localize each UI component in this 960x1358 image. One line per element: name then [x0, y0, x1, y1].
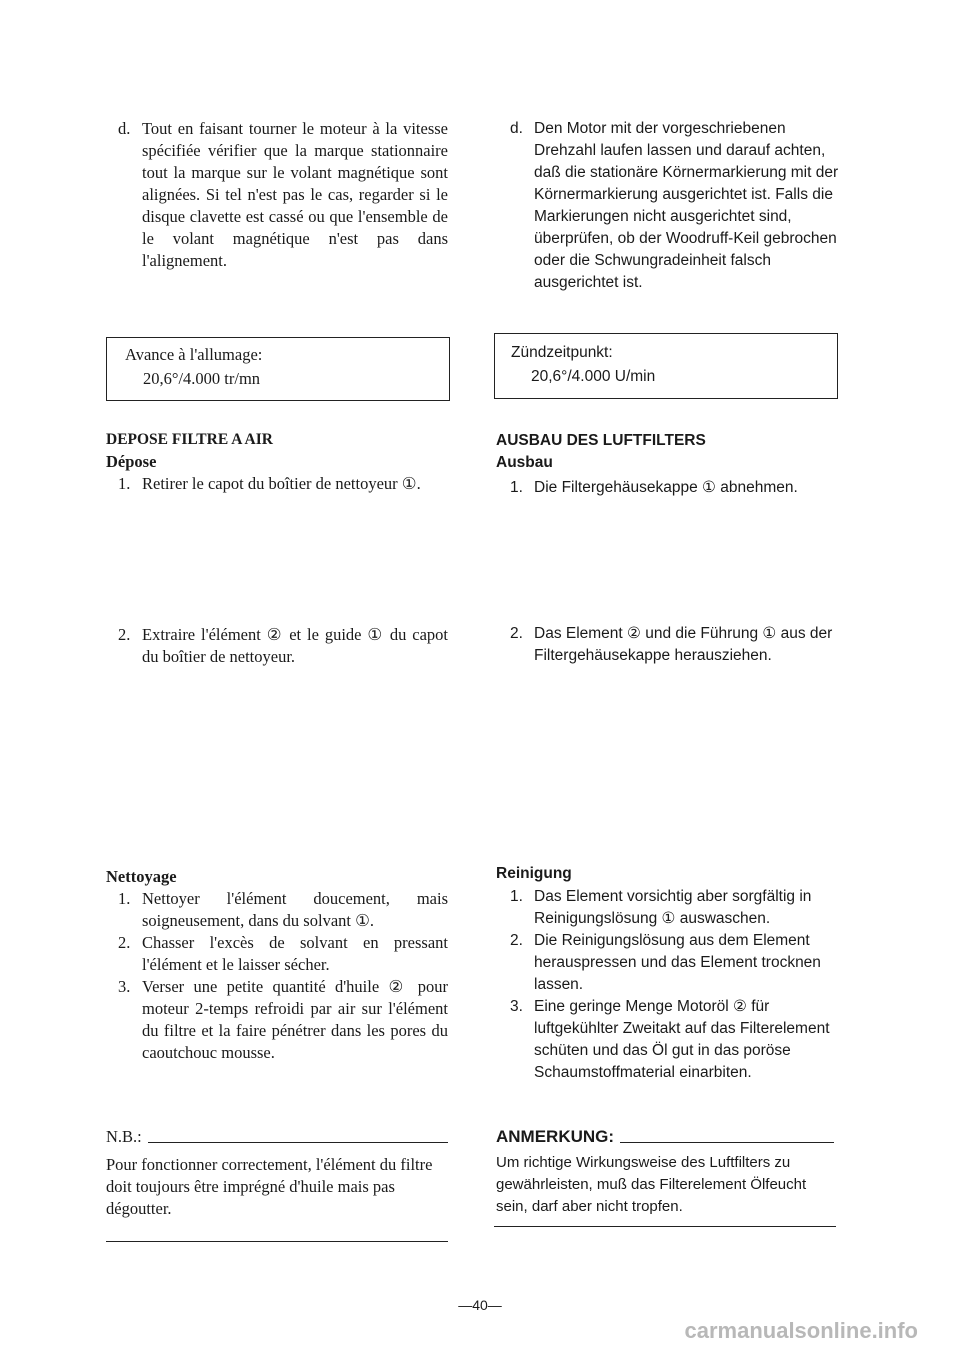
fr-step-d	[118, 118, 448, 272]
de-cleaning-step-3-num: 3.	[510, 998, 523, 1015]
de-step-d-letter: d.	[510, 120, 523, 137]
fr-cleaning-step-2	[118, 932, 448, 976]
de-spec-box	[494, 333, 838, 399]
fr-cleaning-heading: Nettoyage	[106, 867, 177, 886]
de-cleaning-step-3	[510, 996, 842, 1084]
fr-cleaning-step-3-text: Verser une petite quantité d'huile ② pour moteur 2-temps refroidi par air sur l'élément du filtre et la faire pénétrer dans les pores du caoutchouc mousse.	[142, 977, 448, 1062]
fr-cleaning-step-1-num: 1.	[118, 889, 131, 908]
de-spec-value: 20,6°/4.000 U/min	[531, 368, 656, 385]
fr-removal-step-1-num: 1.	[118, 474, 131, 493]
de-removal-step-1-text: Die Filtergehäusekappe ① abnehmen.	[534, 479, 798, 496]
fr-cleaning-step-1	[118, 888, 448, 932]
fr-step-d-letter: d.	[118, 119, 131, 138]
de-step-d	[510, 118, 842, 294]
de-section-title: AUSBAU DES LUFTFILTERS	[496, 432, 706, 449]
fr-note-header	[106, 1126, 448, 1148]
de-removal-step-1-num: 1.	[510, 479, 523, 496]
fr-cleaning-step-2-num: 2.	[118, 933, 131, 952]
de-note-header	[496, 1126, 834, 1148]
page-number: —40—	[458, 1297, 502, 1313]
fr-note-rule-bottom	[106, 1241, 448, 1242]
de-cleaning-step-2-text: Die Reinigungslösung aus dem Element herauspressen und das Element trocknen lassen.	[534, 932, 821, 993]
fr-removal-step-2-num: 2.	[118, 625, 131, 644]
de-removal-step-2	[510, 623, 842, 667]
de-removal-heading: Ausbau	[496, 454, 553, 471]
de-removal-step-2-text: Das Element ② und die Führung ① aus der Filtergehäusekappe herausziehen.	[534, 625, 833, 664]
fr-cleaning-step-1-text: Nettoyer l'élément doucement, mais soigneusement, dans du solvant ①.	[142, 889, 448, 930]
fr-removal-step-2	[118, 624, 448, 668]
fr-removal-heading: Dépose	[106, 452, 157, 471]
de-note-text: Um richtige Wirkungsweise des Luftfilters zu gewährleisten, muß das Filterelement Ölfeucht sein, darf aber nicht tropfen.	[496, 1154, 807, 1215]
de-cleaning-step-1-num: 1.	[510, 888, 523, 905]
fr-cleaning-step-3	[118, 976, 448, 1064]
fr-removal-step-1-text: Retirer le capot du boîtier de nettoyeur ①.	[142, 474, 421, 493]
de-cleaning-step-2	[510, 930, 842, 996]
fr-removal-step-2-text: Extraire l'élément ② et le guide ① du capot du boîtier de nettoyeur.	[142, 625, 448, 666]
fr-note-text: Pour fonctionner correctement, l'élément du filtre doit toujours être imprégné d'huile mais pas dégoutter.	[106, 1155, 433, 1218]
de-cleaning-heading: Reinigung	[496, 865, 572, 882]
fr-section-title: DEPOSE FILTRE A AIR	[106, 431, 273, 448]
fr-spec-value: 20,6°/4.000 tr/mn	[143, 369, 261, 388]
de-cleaning-step-2-num: 2.	[510, 932, 523, 949]
de-step-d-text: Den Motor mit der vorgeschriebenen Drehzahl laufen lassen und darauf achten, daß die stationäre Körnermarkierung mit der Körnermarkierung ausgerichtet ist. Falls die Markierungen nicht ausgerichtet sind, überprüfen, ob der Woodruff-Keil gebrochen oder die Schwungradeinheit falsch ausgerichtet ist.	[534, 120, 839, 291]
de-cleaning-step-1	[510, 886, 842, 930]
fr-cleaning-step-2-text: Chasser l'excès de solvant en pressant l'élément et le laisser sécher.	[142, 933, 448, 974]
de-note-label: ANMERKUNG:	[496, 1127, 615, 1146]
de-cleaning-step-3-text: Eine geringe Menge Motoröl ② für luftgekühlter Zweitakt auf das Filterelement schüten und das Öl gut in das poröse Schaumstoffmaterial einarbiten.	[534, 998, 830, 1081]
fr-spec-label: Avance à l'allumage:	[125, 345, 263, 364]
fr-removal-step-1	[118, 473, 448, 495]
watermark: carmanualsonline.info	[684, 1318, 918, 1343]
de-note-rule-bottom	[494, 1226, 836, 1227]
de-cleaning-step-1-text: Das Element vorsichtig aber sorgfältig in Reinigungslösung ① auswaschen.	[534, 888, 812, 927]
de-note-rule-top	[620, 1142, 834, 1143]
fr-note-label: N.B.:	[106, 1127, 142, 1146]
fr-note-rule-top	[148, 1142, 448, 1143]
de-spec-label: Zündzeitpunkt:	[511, 344, 613, 361]
de-removal-step-2-num: 2.	[510, 625, 523, 642]
fr-spec-box	[106, 337, 450, 401]
fr-cleaning-step-3-num: 3.	[118, 977, 131, 996]
de-removal-step-1	[510, 477, 842, 499]
fr-step-d-text: Tout en faisant tourner le moteur à la vitesse spécifiée vérifier que la marque stationnaire tout la marque sur le volant magnétique sont alignées. Si tel n'est pas le cas, regarder si le disque clavette est cassé ou que l'ensemble de le volant magnétique n'est pas dans l'alignement.	[142, 119, 448, 270]
